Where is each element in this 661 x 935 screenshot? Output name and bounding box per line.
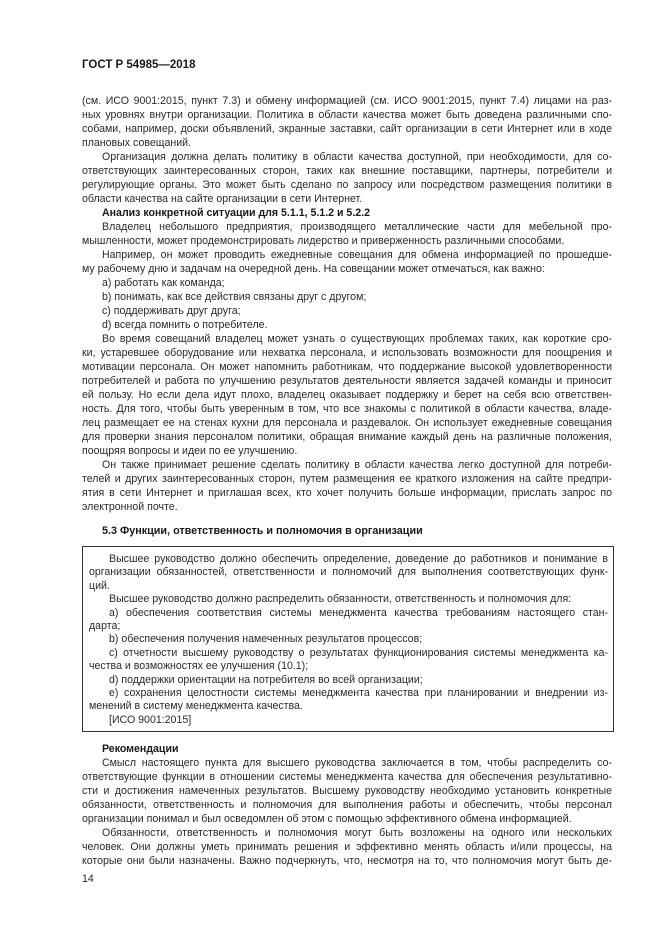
text-line: ей пользу. Но если дела идут плохо, владелец оказывает поддержку и берет на себя всю ответствен-	[82, 389, 612, 401]
text-line: для проверки знания персоналом политики, обращая внимание каждый день на различные положения,	[82, 431, 612, 443]
text-line: d) всегда помнить о потребителе.	[102, 319, 268, 331]
text-line: (см. ИСО 9001:2015, пункт 7.3) и обмену информацией (см. ИСО 9001:2015, пункт 7.4) лицами на раз-	[82, 95, 612, 107]
text-line: ций.	[89, 579, 110, 592]
text-line: человек. Они должны уметь принимать решения и эффективно менять область и/или процессы, на	[82, 841, 612, 854]
section-heading: 5.3 Функции, ответственность и полномочия в организации	[102, 525, 423, 537]
text-line: c) поддерживать друг друга;	[102, 305, 241, 317]
text-line: ность. Для того, чтобы быть уверенным в том, что все знакомы с политикой в области качества, владе-	[82, 403, 612, 415]
text-line: регулирующие органы. Это может быть сделано по запросу или посредством размещения политики в	[82, 179, 612, 191]
text-line: сти и достижения намеченных результатов. Высшему руководству необходимо установить конкретные	[82, 785, 612, 798]
text-line: собами, например, доски объявлений, экранные заставки, сайт организации в сети Интернет или в ходе	[82, 123, 612, 135]
text-line: Например, он может проводить ежедневные совещания для обмена информацией по прошедше-	[102, 249, 612, 261]
quoted-requirement-box	[82, 546, 614, 732]
text-line: лец размещает ее на стенах кухни для персонала и раздевалок. Он использует ежедневные совещания	[82, 417, 612, 429]
text-line: ответствующих заинтересованных сторон, таких как внешние поставщики, партнеры, потребители и	[82, 165, 612, 177]
text-line: ятия в сети Интернет и приглашая всех, кто хочет получить больше информации, прислать запрос по	[82, 487, 612, 499]
text-line: мышленности, может продемонстрировать лидерство и приверженность различными способами.	[82, 235, 565, 247]
text-line: Высшее руководство должно обеспечить определение, доведение до работников и понимание в	[109, 553, 608, 565]
text-line: поощряя вопросы и идеи по ее улучшению.	[82, 445, 298, 457]
text-line: ответствующие функции в отношении системы менеджмента качества для обеспечения результативно-	[82, 771, 612, 784]
text-line: менений в систему менеджмента качества.	[89, 700, 303, 713]
text-line: му рабочему дню и задачам на очередной день. На совещании может отмечаться, как важно:	[82, 263, 545, 275]
text-line: дарта;	[89, 619, 121, 632]
text-line: d) поддержки ориентации на потребителя во всей организации;	[109, 673, 423, 686]
subheading: Рекомендации	[102, 743, 179, 756]
text-line: a) обеспечения соответствия системы менеджмента качества требованиям настоящего стан-	[109, 606, 608, 619]
text-line: b) понимать, как все действия связаны друг с другом;	[102, 291, 367, 303]
text-line: Владелец небольшого предприятия, производящего металлические части для мебельной про-	[102, 221, 612, 233]
text-line: обязанности, ответственность и полномочия для выполнения работы и обеспечить, чтобы персонал	[82, 799, 612, 812]
body-text-top	[82, 94, 612, 514]
text-line: плановых совещаний.	[82, 137, 191, 149]
text-line: a) работать как команда;	[102, 277, 225, 289]
text-line: Организация должна делать политику в области качества доступной, при необходимости, для со-	[102, 151, 612, 163]
text-line: c) отчетности высшему руководству о результатах функционирования системы менеджмента ка-	[109, 646, 608, 659]
body-text-bottom	[82, 742, 612, 868]
text-line: телей и других заинтересованных сторон, путем размещения ее краткого изложения на сайте предпри-	[82, 473, 612, 485]
text-line: мотивации персонала. Он может напомнить работникам, что поддержание высокой удовлетворенности	[82, 361, 612, 373]
text-line: Смысл настоящего пункта для высшего руководства заключается в том, чтобы распределить со-	[102, 757, 612, 770]
text-line: Высшее руководство должно распределить обязанности, ответственность и полномочия для:	[109, 593, 572, 606]
text-line: ки, устаревшее оборудование или нехватка персонала, и использовать возможности для поощрения и	[82, 347, 612, 359]
text-line: [ИСО 9001:2015]	[109, 713, 192, 726]
text-line: чества и возможностях ее улучшения (10.1);	[89, 660, 309, 673]
text-line: организации понимал и был осведомлен об этом с помощью эффективного обмена информацией.	[82, 813, 572, 826]
document-header: ГОСТ Р 54985—2018	[82, 59, 196, 71]
text-line: потребителей и работа по улучшению результатов деятельности является задачей команды и приносит	[82, 375, 612, 387]
text-line: b) обеспечения получения намеченных результатов процессов;	[109, 633, 423, 646]
text-line: которые они были назначены. Важно подчеркнуть, что, несмотря на то, что полномочия могут быть де-	[82, 855, 612, 868]
text-line: Он также принимает решение сделать политику в области качества легко доступной для потреби-	[102, 459, 612, 471]
text-line: ных уровнях внутри организации. Политика в области качества может быть доведена различными спо-	[82, 109, 612, 121]
text-line: e) сохранения целостности системы менеджмента качества при планировании и внедрении из-	[109, 686, 608, 699]
page-number: 14	[82, 873, 94, 886]
text-line: электронной почте.	[82, 501, 178, 513]
subheading: Анализ конкретной ситуации для 5.1.1, 5.1.2 и 5.2.2	[102, 207, 370, 219]
text-line: Обязанности, ответственность и полномочия могут быть возложены на одного или нескольких	[102, 827, 612, 840]
text-line: области качества на сайте организации в сети Интернет.	[82, 193, 363, 205]
text-line: Во время совещаний владелец может узнать о существующих проблемах таких, как короткие сро-	[102, 333, 612, 345]
text-line: организации обязанностей, ответственности и полномочий для выполнения соответствующих функ-	[89, 566, 608, 579]
